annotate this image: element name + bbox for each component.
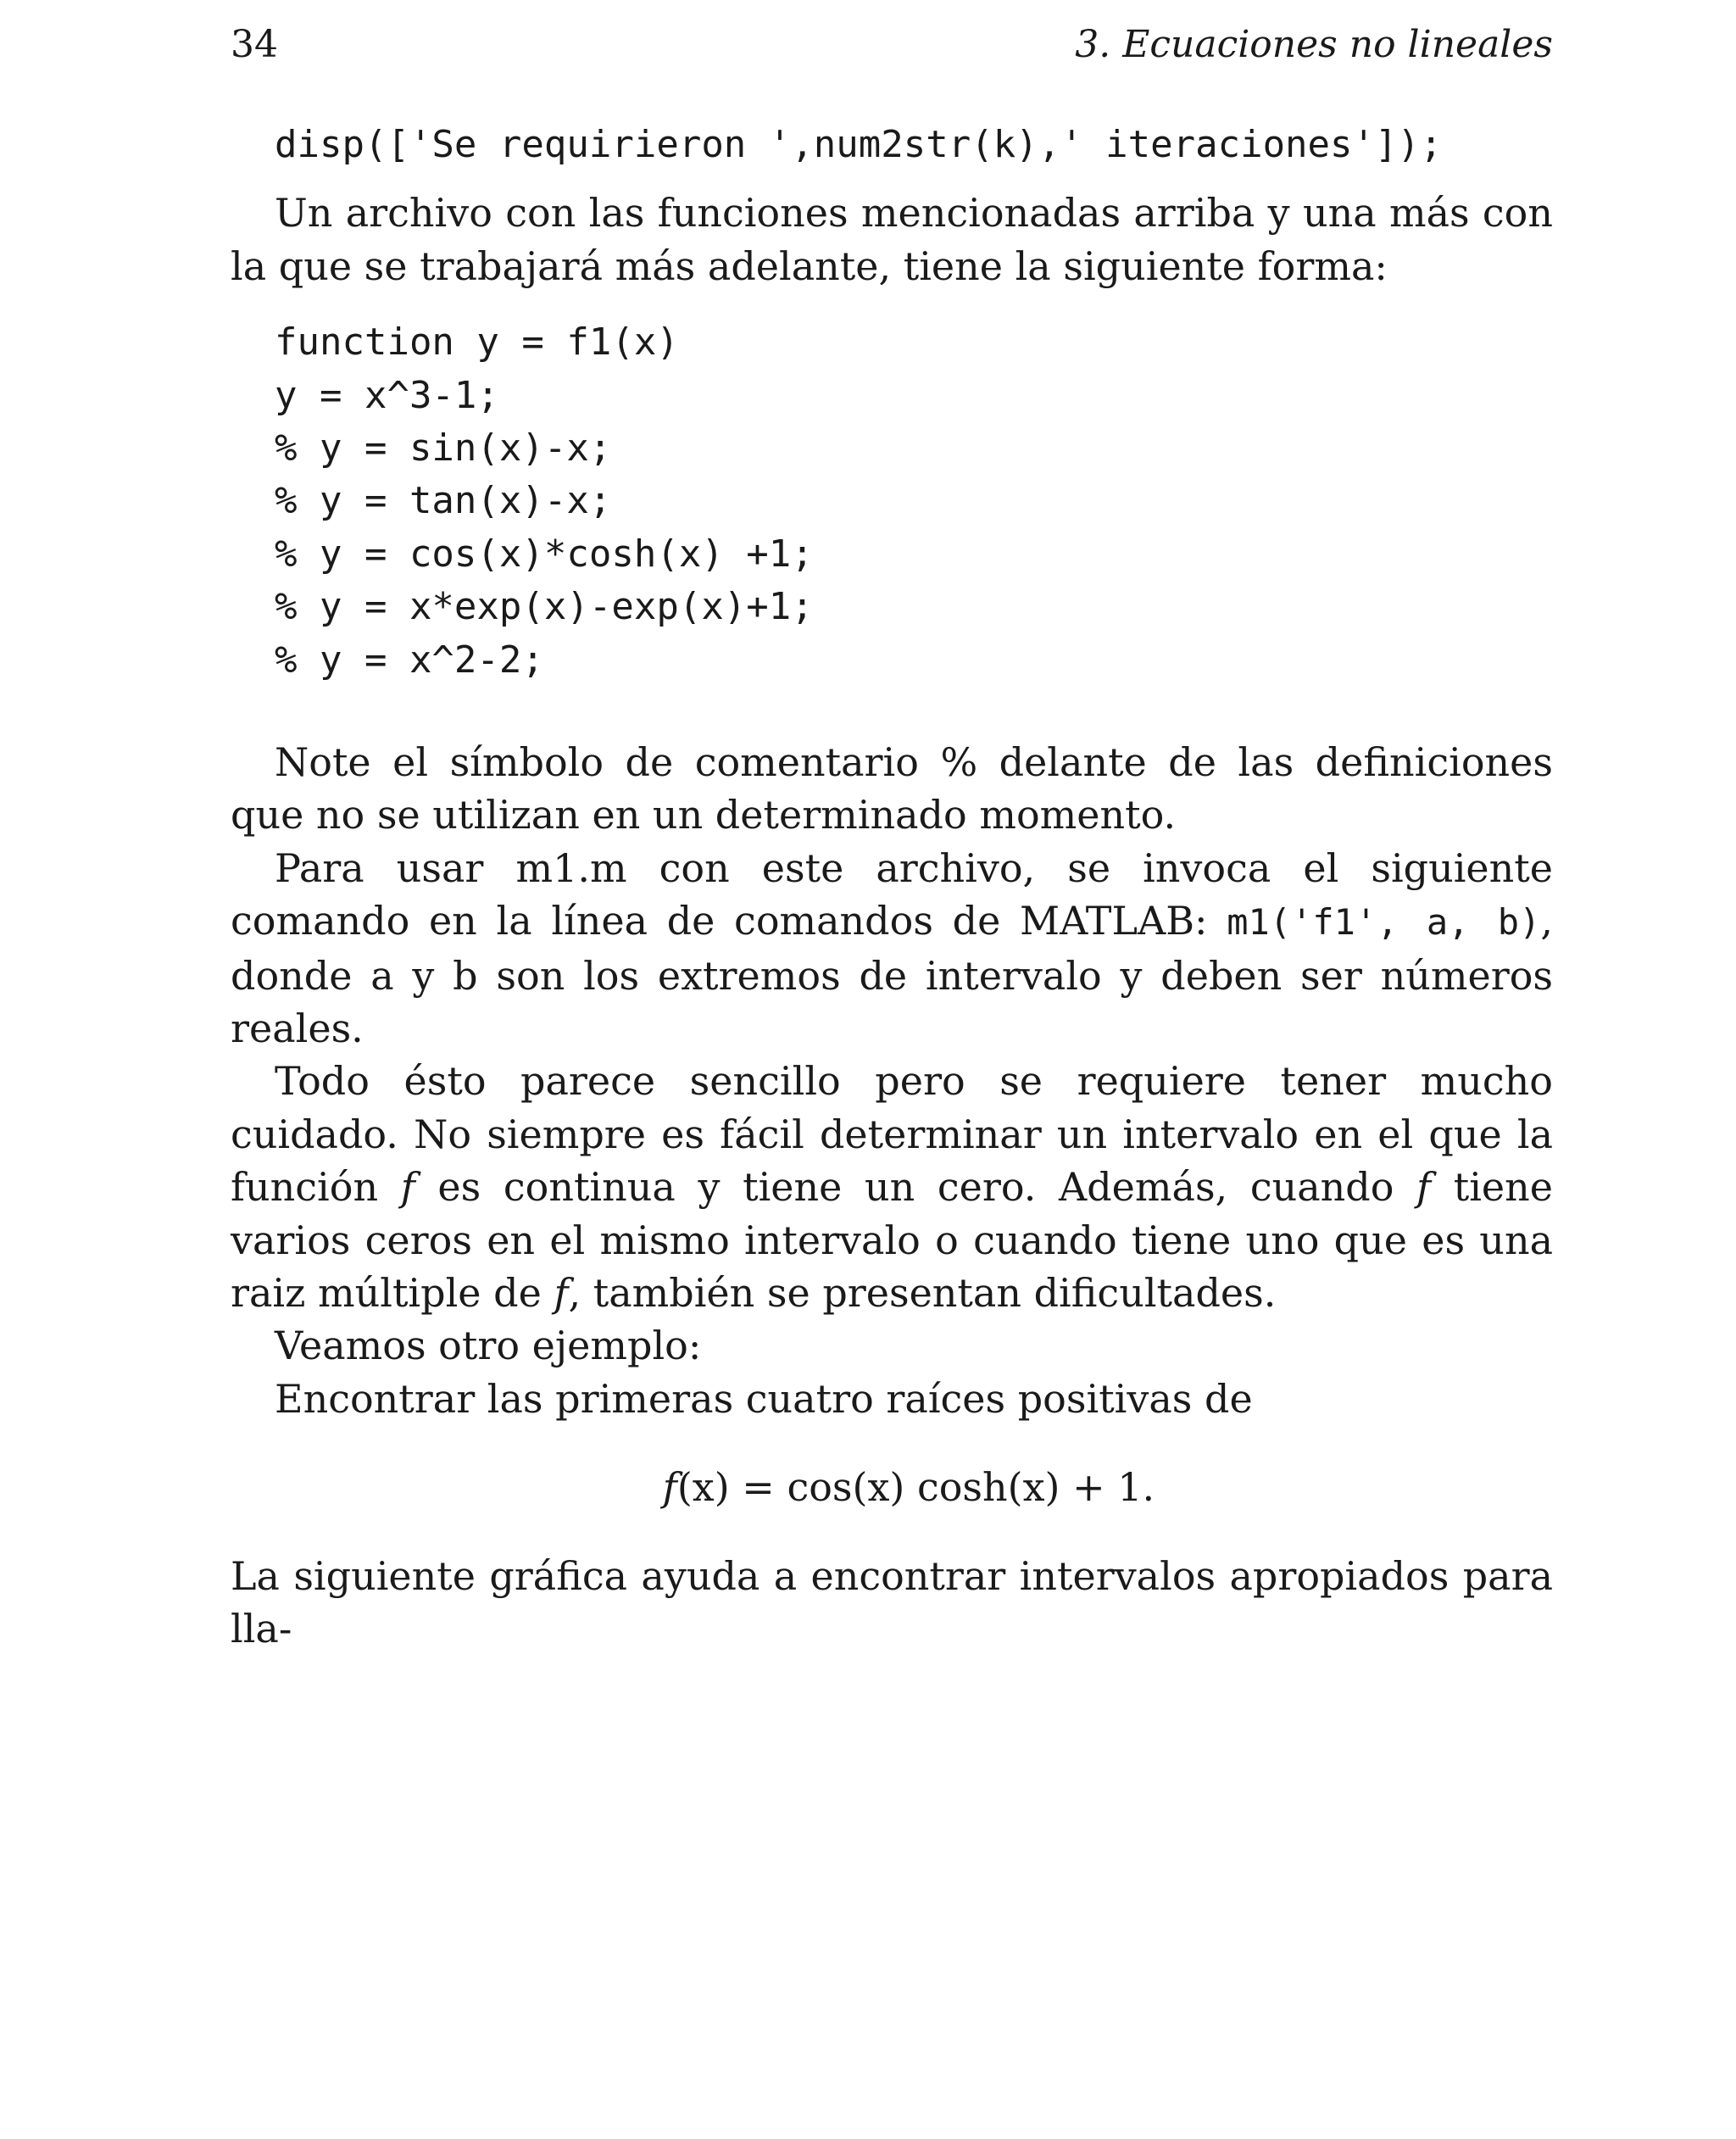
paragraph-todo-part1: Todo ésto parece sencillo pero se requiere tener mucho cuidado. No siempre es fácil determinar un intervalo en el que la función: [231, 1058, 1553, 1211]
running-header: [231, 19, 1553, 71]
paragraph-usar-after: , donde a y b son los extremos de intervalo y deben ser números reales.: [231, 898, 1553, 1051]
math-variable-f: f: [1416, 1164, 1432, 1211]
chapter-title: 3. Ecuaciones no lineales: [1075, 23, 1553, 66]
code-block-function: [275, 316, 1553, 687]
spacer: [231, 1425, 1553, 1461]
equation-argument: (x): [676, 1464, 730, 1511]
code-line: function y = f1(x): [275, 320, 679, 365]
display-equation: [231, 1461, 1553, 1513]
page-number: 34: [231, 23, 278, 66]
code-line: y = x^3-1;: [275, 373, 499, 417]
code-line: % y = cos(x)*cosh(x) +1;: [275, 532, 814, 576]
paragraph-usar-before: Para usar m1.m con este archivo, se invoca el siguiente comando en la línea de comandos de MATLAB:: [231, 844, 1553, 944]
code-line: disp(['Se requirieron ',num2str(k),' iteraciones']);: [275, 123, 1443, 166]
paragraph-grafica: La siguiente gráfica ayuda a encontrar intervalos apropiados para lla-: [231, 1552, 1553, 1652]
matlab-command: m1('f1', a, b): [1227, 901, 1541, 944]
paragraph-todo-part4: , también se presentan dificultades.: [568, 1270, 1277, 1316]
equation-rhs: = cos(x) cosh(x) + 1.: [729, 1464, 1155, 1511]
code-line: % y = x*exp(x)-exp(x)+1;: [275, 585, 814, 629]
code-block-disp: [275, 119, 1553, 171]
math-variable-f: f: [400, 1164, 415, 1211]
code-line: % y = x^2-2;: [275, 638, 544, 682]
paragraph-todo: [231, 1055, 1553, 1319]
math-variable-f: f: [554, 1270, 569, 1316]
equation-function-name: f: [662, 1464, 677, 1511]
paragraph-note: Note el símbolo de comentario % delante de las definiciones que no se utilizan en un determinado momento.: [231, 738, 1553, 838]
spacer: [231, 687, 1553, 736]
paragraph-archivo: Un archivo con las funciones mencionadas arriba y una más con la que se trabajará más adelante, tiene la siguiente forma:: [231, 190, 1553, 289]
code-line: % y = tan(x)-x;: [275, 479, 612, 523]
spacer: [231, 1514, 1553, 1550]
paragraph-veamos: Veamos otro ejemplo:: [275, 1323, 702, 1369]
paragraph-encontrar: Encontrar las primeras cuatro raíces positivas de: [275, 1375, 1253, 1422]
code-line: % y = sin(x)-x;: [275, 426, 612, 470]
spacer: [231, 292, 1553, 316]
paragraph-todo-part3: tiene varios ceros en el mismo intervalo o cuando tiene uno que es una raiz múltiple de: [231, 1164, 1553, 1316]
body-text: [231, 119, 1553, 1655]
paragraph-todo-part2: es continua y tiene un cero. Además, cuando: [415, 1164, 1417, 1211]
paragraph-usar: [231, 842, 1553, 1056]
